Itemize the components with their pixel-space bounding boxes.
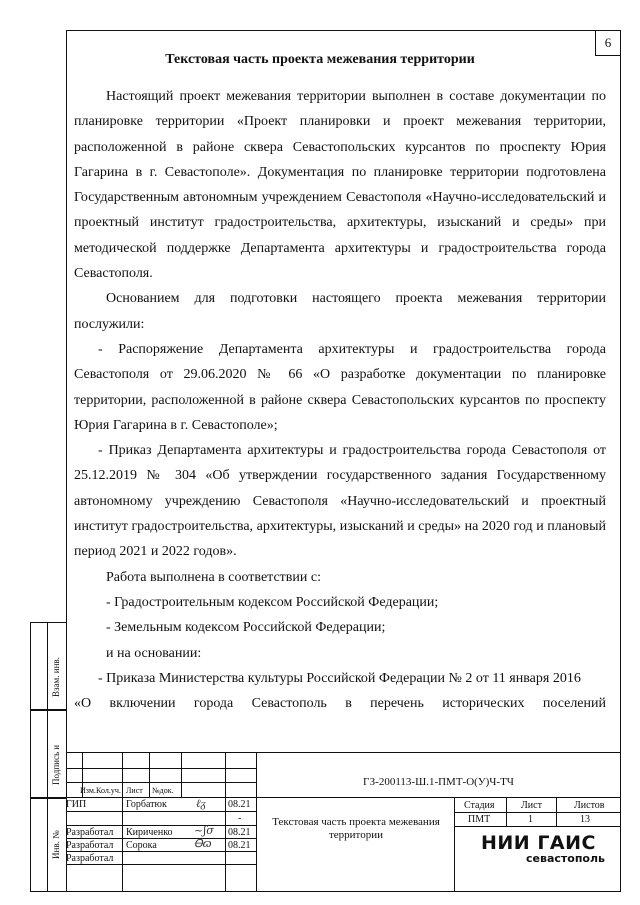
side-stamp-replace-value — [30, 622, 47, 710]
paragraph: - Земельным кодексом Российской Федерации; — [106, 620, 386, 636]
side-stamp-signature-value — [30, 710, 47, 798]
row-role: ГИП — [66, 799, 87, 810]
side-label-vzam: Взам. инв. — [51, 657, 61, 697]
row-date: 08.21 — [228, 840, 251, 851]
page-number: 6 — [595, 31, 620, 56]
org-city: севастополь — [526, 852, 605, 865]
paragraph: - Приказ Департамента архитектуры и градостроительства города Севастополя от 25.12.2019 № 304 «Об утверждении государственного задания Государственному автономному учреждению Севастополя «Научно-исследовательский и проектный институт градостроительства, архитектуры, изысканий и среды» на 2020 год и плановый период 2021 и 2022 годов». — [74, 443, 606, 560]
side-label-inv: Инв. № — [51, 830, 61, 859]
body-text — [74, 84, 606, 716]
col-header-kol: Кол.уч. — [96, 786, 121, 795]
row-role: Разработал — [66, 827, 114, 838]
signature: Ꮎɷ — [194, 837, 212, 850]
stage-header: Стадия — [464, 800, 495, 811]
side-stamp-signature — [47, 710, 66, 798]
col-header-ndok: №док. — [152, 786, 174, 795]
side-stamp-inventory — [47, 798, 66, 892]
row-date: 08.21 — [228, 799, 251, 810]
row-date: - — [238, 813, 242, 824]
sheet-value: 1 — [528, 814, 533, 825]
side-stamp-inventory-value — [30, 798, 47, 892]
signature: ~ʃσ — [194, 824, 214, 837]
paragraph: и на основании: — [106, 645, 202, 661]
org-logo: НИИ ГАИС — [481, 832, 596, 854]
sheet-header: Лист — [521, 800, 542, 811]
page-title: Текстовая часть проекта межевания территории — [165, 52, 475, 67]
paragraph: - Приказа Министерства культуры Российской Федерации № 2 от 11 января 2016 — [98, 670, 581, 686]
title-block — [66, 752, 621, 892]
paragraph: Основанием для подготовки настоящего проекта межевания территории послужили: — [74, 291, 606, 332]
paragraph: - Градостроительным кодексом Российской Федерации; — [106, 594, 439, 610]
side-stamp-replace — [47, 622, 66, 710]
paragraph: Настоящий проект межевания территории выполнен в составе документации по планировке территории «Проект планировки и проект межевания территории, расположенной в районе сквера Севастопольских курсантов по проспекту Юрия Гагарина в г. Севастополе». Документация по планировке территории подготовлена Государственным автономным учреждением Севастополя «Научно-исследовательский и проектный институт градостроительства, архитектуры, изысканий и среды» при методической поддержке Департамента архитектуры и градостроительства города Севастополя. — [74, 89, 606, 282]
row-role: Разработал — [66, 853, 114, 864]
row-name: Сорока — [126, 840, 157, 851]
document-code: ГЗ-200113-Ш.1-ПМТ-О(У)Ч-ТЧ — [363, 776, 514, 788]
row-name: Кириченко — [126, 827, 173, 838]
side-label-podpis: Подпись и — [51, 744, 61, 785]
paragraph: Работа выполнена в соответствии с: — [106, 569, 321, 585]
sheets-value: 13 — [580, 814, 590, 825]
row-name: Горбатюк — [126, 799, 167, 810]
signature: ℓᵹ — [196, 797, 206, 810]
paragraph: - Распоряжение Департамента архитектуры и градостроительства города Севастополя от 29.06.2020 № 66 «О разработке документации по планировке территории, расположенной в районе сквера Севастопольских курсантов по проспекту Юрия Гагарина в г. Севастополе»; — [74, 341, 606, 433]
stage-value: ПМТ — [468, 814, 491, 825]
row-role: Разработал — [66, 840, 114, 851]
col-header-izm: Изм. — [80, 786, 96, 795]
row-date: 08.21 — [228, 827, 251, 838]
col-header-list: Лист — [126, 786, 143, 795]
document-name: Текстовая часть проекта межевания территории — [272, 816, 440, 841]
paragraph: «О включении города Севастополь в перечень исторических поселений — [74, 696, 606, 712]
sheets-header: Листов — [574, 800, 605, 811]
